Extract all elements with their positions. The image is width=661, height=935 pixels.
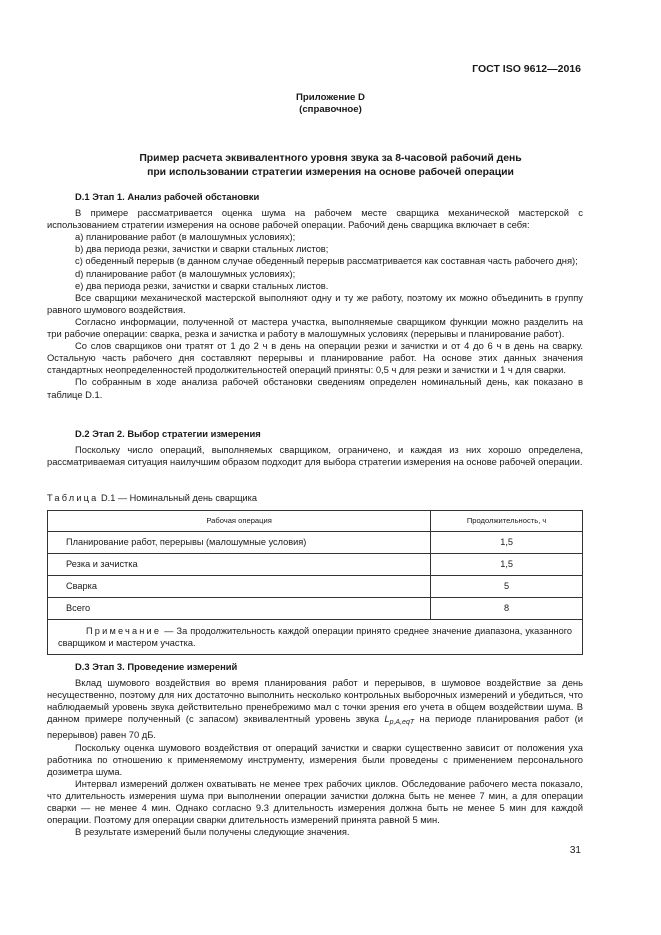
cell-duration: 1,5 <box>431 532 583 554</box>
list-item: d) планирование работ (в малошумных условиях); <box>75 267 296 279</box>
page-number: 31 <box>569 845 581 856</box>
paragraph: Поскольку оценка шумового воздействия от операций зачистки и сварки существенно зависит от положения уха работника по отношению к применяемому инструменту, измерения были проведены с применением персонального дозиметра шума. <box>47 741 583 777</box>
table-row <box>48 576 583 598</box>
column-header-duration: Продолжительность, ч <box>431 511 583 532</box>
table-note-text: — За продолжительность каждой операции принято среднее значение диапазона, указанного сварщиком и мастером участка. <box>58 626 572 648</box>
list-item: с) обеденный перерыв (в данном случае обеденный перерыв рассматривается как составная часть рабочего дня); <box>75 255 578 267</box>
annex-title-line-2: при использовании стратегии измерения на основе рабочей операции <box>147 166 514 178</box>
section-d2 <box>47 428 583 468</box>
paragraph: Вклад шумового воздействия во время планирования работ и перерывов, в шумовое воздействие за день несущественно, поэтому для них достаточно выполнить несколько контрольных выборочных измерений и убедиться, что наблюдаемый уровень звука действительно пренебрежимо мал с точки зрения его учета в общем воздействии шума. В данном примере полученный (с запасом) эквивалентный уровень звука $L_{p,A,eqT}$ на периоде планирования работ (и перерывов) равен 70 дБ. <box>47 677 583 741</box>
paragraph: Согласно информации, полученной от мастера участка, выполняемые сварщиком функции можно разделить на три рабочие операции: сварка, резка и зачистка и работу в малошумных условиях (перерывы и планирование работ). <box>47 315 583 340</box>
paragraph: В примере рассматривается оценка шума на рабочем месте сварщика механической мастерской с использованием стратегии измерения на основе рабочей операции. Рабочий день сварщика включает в себя: <box>47 207 583 231</box>
cell-duration: 5 <box>431 576 583 598</box>
cell-duration: 8 <box>431 598 583 620</box>
paragraph: Все сварщики механической мастерской выполняют одну и ту же работу, поэтому их можно объединить в группу равного шумового воздействия. <box>47 291 583 315</box>
table-note-prefix: Примечание <box>86 626 162 636</box>
table-header-row <box>48 511 583 532</box>
standard-number: ГОСТ ISO 9612—2016 <box>472 63 581 75</box>
table-row <box>48 554 583 576</box>
section-d1 <box>47 191 583 401</box>
table-note <box>48 620 583 655</box>
section-d3-heading: D.3 Этап 3. Проведение измерений <box>75 661 238 672</box>
annex-name: Приложение D <box>296 92 365 103</box>
annex-title <box>60 152 601 179</box>
table-row <box>48 598 583 620</box>
cell-operation: Резка и зачистка <box>48 554 431 576</box>
table-caption-text: D.1 — Номинальный день сварщика <box>101 493 257 503</box>
section-d1-heading: D.1 Этап 1. Анализ рабочей обстановки <box>75 191 260 202</box>
annex-kind: (справочное) <box>299 104 362 115</box>
cell-operation: Сварка <box>48 576 431 598</box>
list-item: b) два периода резки, зачистки и сварки стальных листов; <box>75 243 329 255</box>
paragraph: По собранным в ходе анализа рабочей обстановки сведениям определен номинальный день, как показано в таблице D.1. <box>47 376 583 400</box>
paragraph: В результате измерений были получены следующие значения. <box>75 826 350 838</box>
table-row <box>48 532 583 554</box>
cell-duration: 1,5 <box>431 554 583 576</box>
table-d1 <box>47 510 583 655</box>
symbol-L: L <box>384 713 390 725</box>
table-caption <box>47 492 257 504</box>
column-header-operation: Рабочая операция <box>48 511 431 532</box>
list-item: а) планирование работ (в малошумных условиях); <box>75 231 296 243</box>
cell-operation: Планирование работ, перерывы (малошумные условия) <box>48 532 431 554</box>
paragraph: Со слов сварщиков они тратят от 1 до 2 ч в день на операции резки и зачистки и от 4 до 6 ч в день на сварку. Остальную часть рабочего дня составляют перерывы и планирование работ. На основе этих данных значения стандартных неопределенностей продолжительностей операций приняты: 0,5 ч для резки и зачистки и 1 ч для сварки. <box>47 340 583 376</box>
cell-operation: Всего <box>48 598 431 620</box>
table-note-row <box>48 620 583 655</box>
list-item: е) два периода резки, зачистки и сварки стальных листов. <box>75 279 329 291</box>
section-d3 <box>47 661 583 838</box>
paragraph: Поскольку число операций, выполняемых сварщиком, ограничено, и каждая из них хорошо определена, рассматриваемая ситуация наилучшим образом подходит для выбора стратегии измерения на основе рабочей операции. <box>47 444 583 468</box>
annex-title-line-1: Пример расчета эквивалентного уровня звука за 8-часовой рабочий день <box>139 153 522 164</box>
symbol-subscript: p,A,eqT <box>389 719 415 727</box>
section-d2-heading: D.2 Этап 2. Выбор стратегии измерения <box>75 428 261 439</box>
table-caption-prefix: Таблица <box>47 493 99 503</box>
paragraph: Интервал измерений должен охватывать не менее трех рабочих циклов. Обследование рабочего места показало, что длительность измерения шума при выполнении операции зачистки должна быть не менее 7 мин, а для операции сварки — не менее 4 мин. Однако согласно 9.3 длительность измерения должна быть не менее 5 мин для каждой операции. Поэтому для операции сварки длительность измерений принята равной 5 мин. <box>47 777 583 826</box>
